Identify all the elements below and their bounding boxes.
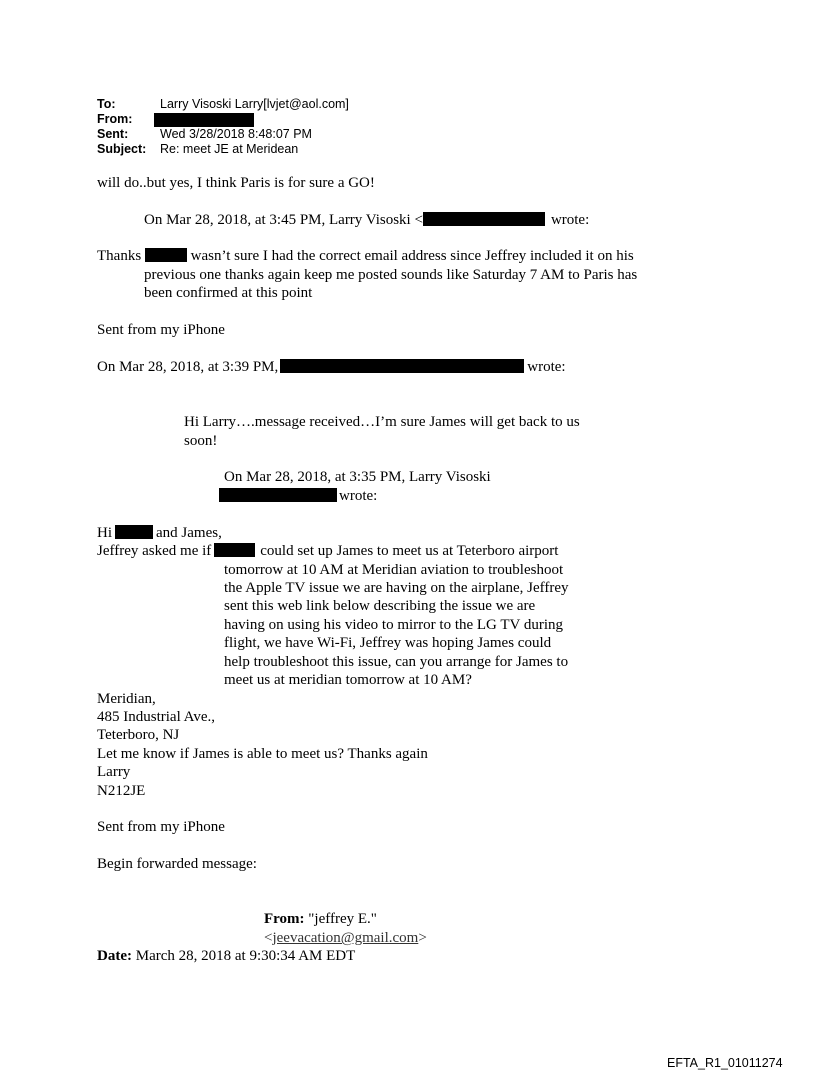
header-to-row bbox=[97, 97, 349, 111]
jeffrey-line-3: the Apple TV issue we are having on the airplane, Jeffrey bbox=[224, 580, 569, 596]
sent-from-iphone-2: Sent from my iPhone bbox=[97, 819, 225, 835]
jeffrey-line-4: sent this web link below describing the issue we are bbox=[224, 598, 536, 614]
header-from-row bbox=[97, 112, 132, 126]
redaction-block bbox=[154, 113, 254, 127]
fwd-date-label: Date: bbox=[97, 948, 132, 964]
address-line-3: Teterboro, NJ bbox=[97, 727, 180, 743]
subject-label: Subject: bbox=[97, 142, 147, 156]
sent-value: Wed 3/28/2018 8:48:07 PM bbox=[160, 127, 312, 141]
fwd-email-link[interactable]: jeevacation@gmail.com bbox=[272, 930, 419, 946]
address-line-2: 485 Industrial Ave., bbox=[97, 709, 216, 725]
jeffrey-line-5: having on using his video to mirror to the LG TV during bbox=[224, 617, 564, 633]
signature-tail: N212JE bbox=[97, 783, 146, 799]
jeffrey-start: Jeffrey asked me if bbox=[97, 543, 212, 559]
redaction-block bbox=[280, 359, 524, 373]
sent-from-iphone-1: Sent from my iPhone bbox=[97, 322, 225, 338]
fwd-email-open: < bbox=[264, 930, 273, 946]
signature-name: Larry bbox=[97, 764, 131, 780]
thanks-line-2: previous one thanks again keep me posted sounds like Saturday 7 AM to Paris has bbox=[144, 266, 638, 283]
jeffrey-line-2: tomorrow at 10 AM at Meridian aviation to troubleshoot bbox=[224, 562, 564, 578]
quote2-suffix: wrote: bbox=[527, 359, 566, 375]
quote1-prefix: On Mar 28, 2018, at 3:45 PM, Larry Visoski < bbox=[144, 212, 423, 228]
let-me-know-line: Let me know if James is able to meet us? Thanks again bbox=[97, 746, 428, 762]
thanks-line-3: been confirmed at this point bbox=[144, 285, 313, 301]
thanks-paragraph bbox=[97, 247, 697, 303]
header-subject-row bbox=[97, 142, 299, 156]
redaction-block bbox=[219, 488, 337, 502]
hi-larry-line-1: Hi Larry….message received…I’m sure James will get back to us bbox=[184, 414, 580, 430]
begin-forwarded-line: Begin forwarded message: bbox=[97, 856, 257, 872]
thanks-line-1: wasn’t sure I had the correct email address since Jeffrey included it on his bbox=[190, 248, 634, 264]
quote-attribution-3-line-2 bbox=[219, 487, 377, 506]
reply-line: will do..but yes, I think Paris is for sure a GO! bbox=[97, 175, 375, 191]
sent-label: Sent: bbox=[97, 127, 129, 141]
fwd-email-row bbox=[264, 929, 427, 948]
jeffrey-first-line bbox=[97, 542, 558, 561]
quote-attribution-2 bbox=[97, 358, 566, 377]
jeffrey-line-6: flight, we have Wi-Fi, Jeffrey was hoping James could bbox=[224, 635, 552, 651]
redaction-block bbox=[145, 248, 187, 262]
quote2-prefix: On Mar 28, 2018, at 3:39 PM, bbox=[97, 359, 279, 375]
fwd-date-value: March 28, 2018 at 9:30:34 AM EDT bbox=[135, 948, 356, 964]
jeffrey-line-8: meet us at meridian tomorrow at 10 AM? bbox=[224, 672, 472, 688]
to-label: To: bbox=[97, 97, 116, 111]
greeting-line bbox=[97, 524, 222, 543]
quote-attribution-1 bbox=[144, 211, 589, 230]
quote-attribution-3-line-1: On Mar 28, 2018, at 3:35 PM, Larry Visoski bbox=[224, 469, 491, 485]
quote3-suffix: wrote: bbox=[339, 488, 378, 504]
thanks-start: Thanks bbox=[97, 248, 142, 264]
quote1-suffix: wrote: bbox=[550, 212, 590, 228]
header-sent-row bbox=[97, 127, 312, 141]
fwd-from-label: From: bbox=[264, 911, 305, 927]
redaction-block bbox=[423, 212, 545, 226]
document-id: EFTA_R1_01011274 bbox=[667, 1056, 783, 1070]
from-label: From: bbox=[97, 112, 133, 126]
fwd-from-name: "jeffrey E." bbox=[308, 911, 377, 927]
hi-end: and James, bbox=[156, 525, 222, 541]
jeffrey-line-1: could set up James to meet us at Teterboro airport bbox=[260, 543, 559, 559]
address-line-1: Meridian, bbox=[97, 691, 156, 707]
fwd-date-row bbox=[97, 947, 355, 966]
subject-value: Re: meet JE at Meridean bbox=[160, 142, 299, 156]
jeffrey-line-7: help troubleshoot this issue, can you arrange for James to bbox=[224, 654, 569, 670]
fwd-email-close: > bbox=[418, 930, 427, 946]
redaction-block bbox=[115, 525, 153, 539]
redaction-block bbox=[214, 543, 255, 557]
hi-larry-line-2: soon! bbox=[184, 433, 218, 449]
to-value: Larry Visoski Larry[lvjet@aol.com] bbox=[160, 97, 349, 111]
hi-start: Hi bbox=[97, 525, 112, 541]
fwd-from-row bbox=[264, 910, 377, 929]
